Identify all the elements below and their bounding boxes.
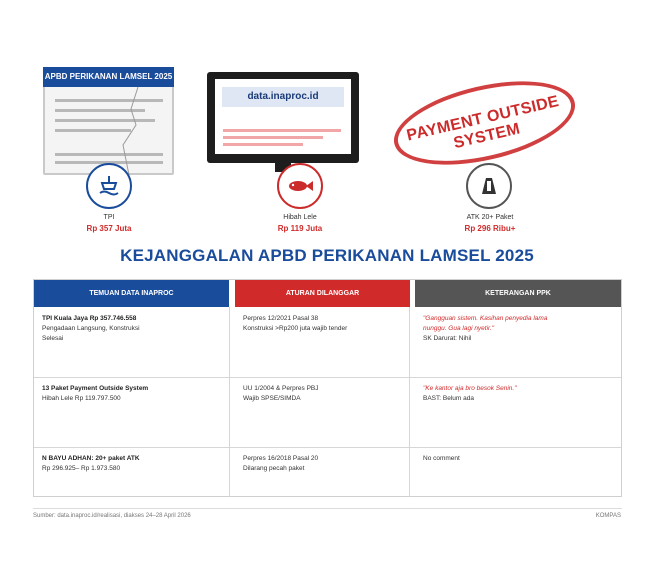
item-amount-atk: Rp 296 Ribu+: [464, 224, 516, 233]
note-cell: No comment: [423, 455, 460, 462]
footer-divider: [33, 508, 622, 509]
item-amount-lele: Rp 119 Juta: [277, 224, 323, 233]
findings-table: [33, 279, 622, 497]
item-label-lele: Hibah Lele: [283, 214, 317, 221]
monitor-url: data.inaproc.id: [222, 87, 344, 107]
header-findings: TEMUAN DATA INAPROC: [34, 280, 229, 307]
item-label-tpi: TPI: [103, 214, 115, 221]
note-cell: "Ke kantor aja bro besok Senin." BAST: Belum ada: [423, 385, 517, 402]
rule-cell: Perpres 16/2018 Pasal 20 Dilarang pecah paket: [243, 455, 319, 472]
rule-cell: Perpres 12/2021 Pasal 38 Konstruksi >Rp200 juta wajib tender: [243, 315, 348, 332]
stamp-text: PAYMENT OUTSIDE SYSTEM: [405, 92, 561, 153]
rule-cell: UU 1/2004 & Perpres PBJ Wajib SPSE/SIMDA: [243, 385, 319, 402]
note-cell: "Gangguan sistem. Kasihan penyedia lama nunggu. Gua lagi nyetir." SK Darurat: Nihil: [423, 315, 548, 342]
document-title: APBD PERIKANAN LAMSEL 2025: [43, 67, 174, 87]
table-row: N BAYU ADHAN: 20+ paket ATK Rp 296.925– Rp 1.973.580: [42, 455, 140, 472]
item-amount-tpi: Rp 357 Juta: [86, 224, 132, 233]
brand-label: KOMPAS: [595, 513, 621, 519]
table-row: TPI Kuala Jaya Rp 357.746.558 Pengadaan Langsung, Konstruksi Selesai: [42, 315, 140, 342]
crack-line: [43, 87, 174, 175]
page-title: KEJANGGALAN APBD PERIKANAN LAMSEL 2025: [120, 246, 534, 265]
fish-icon: [277, 163, 323, 209]
fish-market-icon: [86, 163, 132, 209]
binder-clip-icon: [466, 163, 512, 209]
source-note: Sumber: data.inaproc.id/realisasi, diakses 24–28 April 2026: [33, 513, 191, 519]
table-row: 13 Paket Payment Outside System Hibah Lele Rp 119.797.500: [42, 385, 149, 402]
header-notes: KETERANGAN PPK: [415, 280, 621, 307]
header-rules: ATURAN DILANGGAR: [235, 280, 410, 307]
item-label-atk: ATK 20+ Paket: [466, 214, 514, 221]
